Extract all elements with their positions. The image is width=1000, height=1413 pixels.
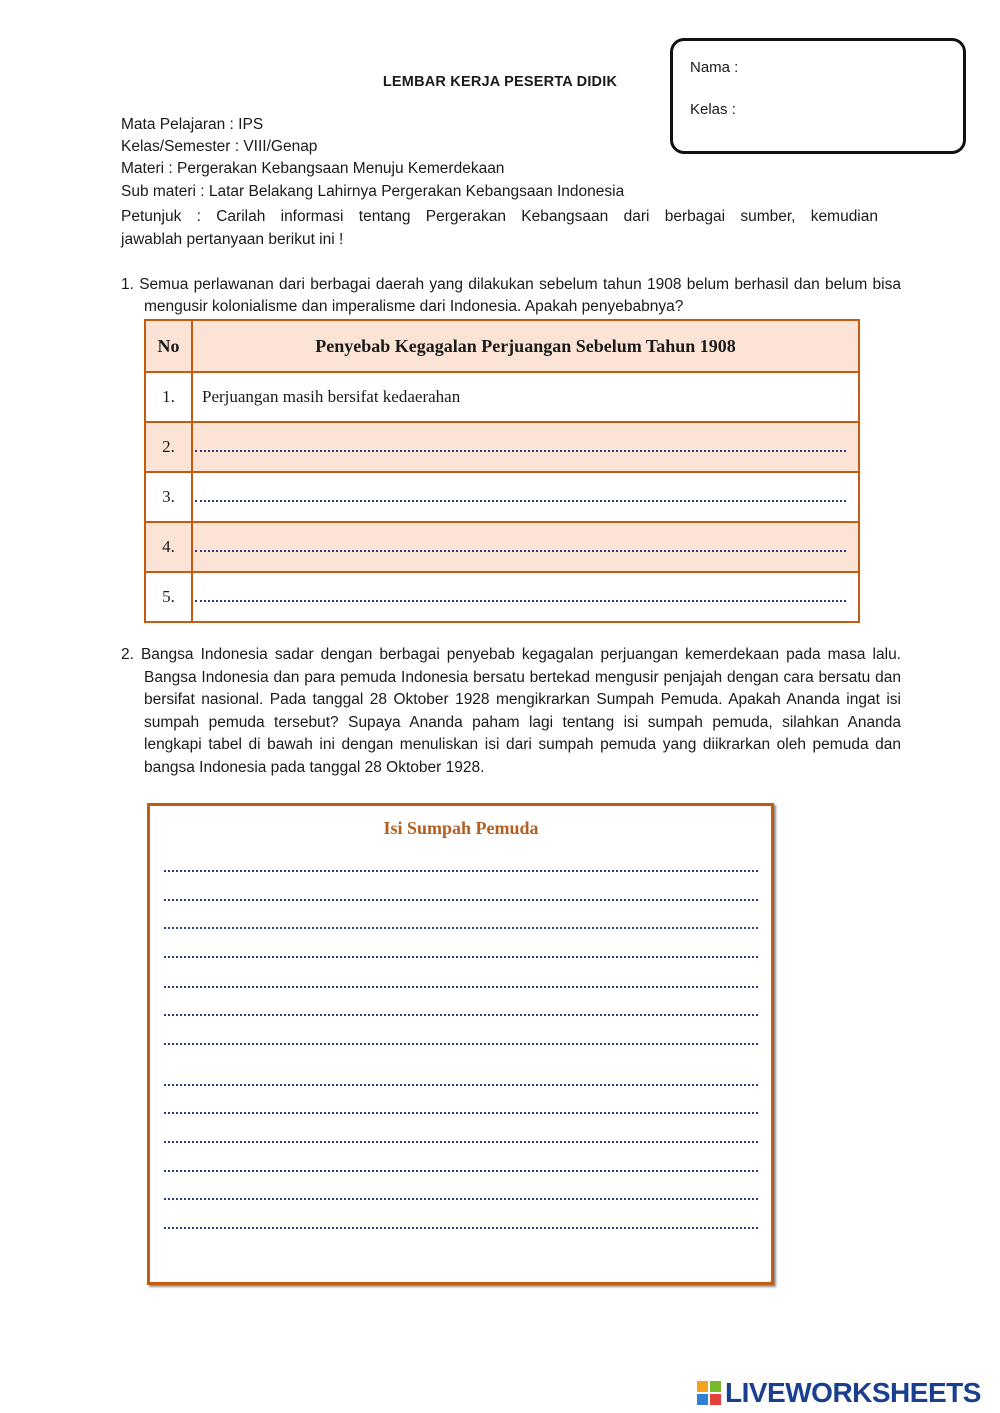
liveworksheets-logo <box>697 1377 993 1407</box>
sub-material-line: Sub materi : Latar Belakang Lahirnya Pergerakan Kebangsaan Indonesia <box>121 183 625 200</box>
dotted-answer-line <box>195 438 846 452</box>
writing-line <box>164 870 758 872</box>
dotted-answer-line <box>195 488 846 502</box>
answer-field-4[interactable] <box>192 522 859 572</box>
writing-line <box>164 927 758 929</box>
row-number: 2. <box>145 422 192 472</box>
table-row <box>145 522 859 572</box>
header-no: No <box>145 320 192 372</box>
writing-line <box>164 1014 758 1016</box>
page-title: LEMBAR KERJA PESERTA DIDIK <box>382 74 618 90</box>
causes-table <box>144 319 860 623</box>
liveworksheets-brand: LIVEWORKSHEETS <box>725 1377 981 1408</box>
sumpah-pemuda-box[interactable] <box>147 803 774 1285</box>
writing-line <box>164 1198 758 1200</box>
row-answer: Perjuangan masih bersifat kedaerahan <box>192 372 859 422</box>
nama-label: Nama : <box>690 59 739 76</box>
writing-line <box>164 1141 758 1143</box>
answer-field-3[interactable] <box>192 472 859 522</box>
kelas-label: Kelas : <box>690 101 736 118</box>
row-number: 1. <box>145 372 192 422</box>
student-info-box <box>670 38 966 154</box>
writing-line <box>164 956 758 958</box>
row-number: 4. <box>145 522 192 572</box>
material-line: Materi : Pergerakan Kebangsaan Menuju Kemerdekaan <box>121 160 505 177</box>
answer-field-5[interactable] <box>192 572 859 622</box>
question-2-text: 2. Bangsa Indonesia sadar dengan berbagai penyebab kegagalan perjuangan kemerdekaan pada masa lalu. Bangsa Indonesia dan para pemuda Indonesia bersatu bertekad mengusir penjajah dengan cara bersatu dan bersifat nasional. Pada tanggal 28 Oktober 1928 mengikrarkan Sumpah Pemuda. Apakah Ananda ingat isi sumpah pemuda tersebut? Supaya Ananda paham lagi tentang isi sumpah pemuda, silahkan Ananda lengkapi tabel di bawah ini dengan menuliskan isi dari sumpah pemuda yang diikrarkan oleh pemuda dan bangsa Indonesia pada tanggal 28 Oktober 1928. <box>121 646 901 776</box>
class-semester-line: Kelas/Semester : VIII/Genap <box>121 138 318 155</box>
row-number: 5. <box>145 572 192 622</box>
row-number: 3. <box>145 472 192 522</box>
sumpah-pemuda-title: Isi Sumpah Pemuda <box>383 818 539 838</box>
header-causes: Penyebab Kegagalan Perjuangan Sebelum Tahun 1908 <box>192 320 859 372</box>
subject-line: Mata Pelajaran : IPS <box>121 116 264 133</box>
question-1-text: 1. Semua perlawanan dari berbagai daerah yang dilakukan sebelum tahun 1908 belum berhasil dan belum bisa mengusir kolonialisme dan imperalisme dari Indonesia. Apakah penyebabnya? <box>121 276 901 315</box>
table-row <box>145 472 859 522</box>
writing-line <box>164 1227 758 1229</box>
table-row <box>145 572 859 622</box>
dotted-answer-line <box>195 588 846 602</box>
causes-table-header <box>145 320 859 372</box>
liveworksheets-grid-icon <box>697 1381 721 1405</box>
table-row <box>145 422 859 472</box>
dotted-answer-line <box>195 538 846 552</box>
instructions-line-1: Petunjuk : Carilah informasi tentang Pergerakan Kebangsaan dari berbagai sumber, kemudian <box>121 208 878 225</box>
table-row <box>145 372 859 422</box>
writing-line <box>164 1043 758 1045</box>
writing-line <box>164 1170 758 1172</box>
writing-line <box>164 899 758 901</box>
writing-line <box>164 1084 758 1086</box>
writing-line <box>164 986 758 988</box>
writing-line <box>164 1112 758 1114</box>
instructions-line-2: jawablah pertanyaan berikut ini ! <box>121 231 344 248</box>
answer-field-2[interactable] <box>192 422 859 472</box>
